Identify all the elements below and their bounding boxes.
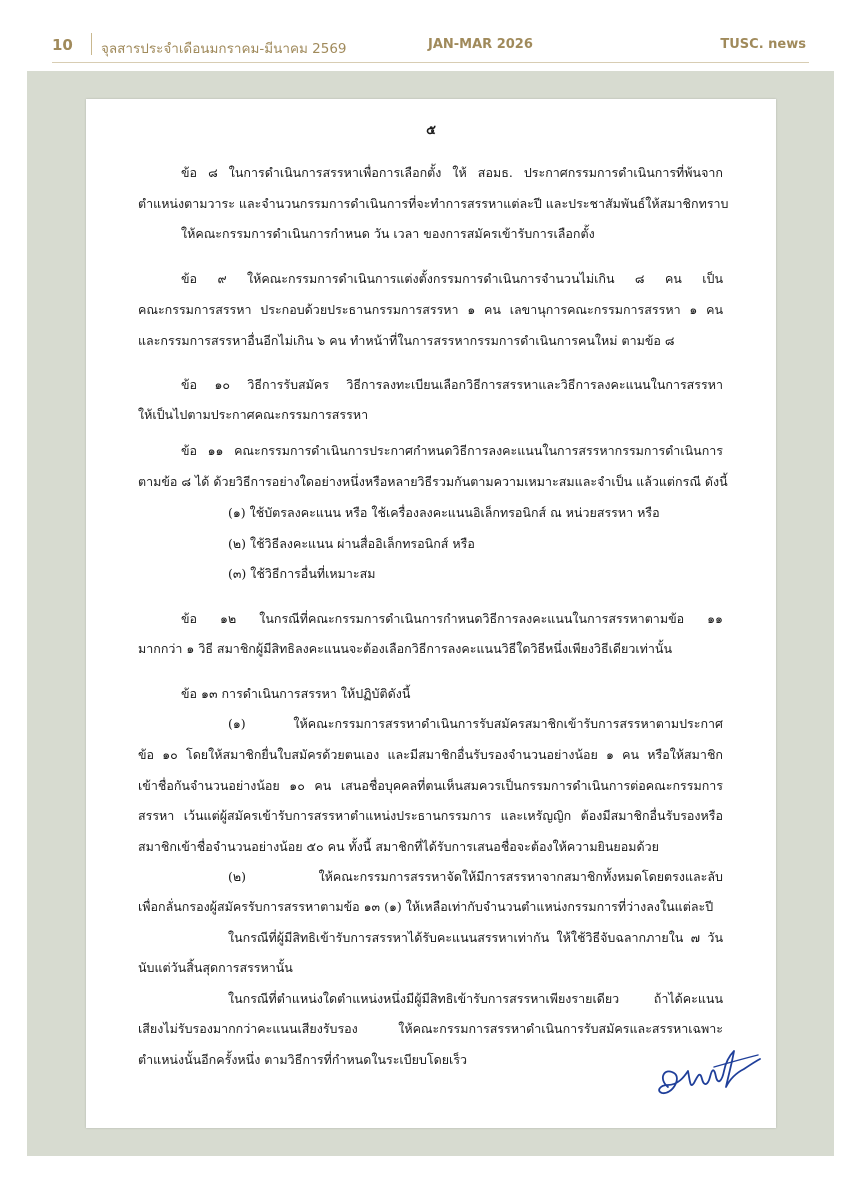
clause-12-line-2: มากกว่า ๑ วิธี สมาชิกผู้มีสิทธิลงคะแนนจะต้องเลือกวิธีการลงคะแนนวิธีใดวิธีหนึ่งเพียงวิธีเดียวเท่านั้น <box>138 641 672 656</box>
clause-13-1-line-2: ข้อ ๑๐ โดยให้สมาชิกยื่นใบสมัครด้วยตนเอง และมีสมาชิกอื่นรับรองจำนวนอย่างน้อย ๑ คน หรือให้สมาชิก <box>138 747 723 762</box>
clause-13-2-line-1: (๒) ให้คณะกรรมการสรรหาจัดให้มีการสรรหาจากสมาชิกทั้งหมดโดยตรงและลับ <box>228 869 723 884</box>
clause-13-2-line-5: ในกรณีที่ตำแหน่งใดตำแหน่งหนึ่งมีผู้มีสิทธิเข้ารับการสรรหาเพียงรายเดียว ถ้าได้คะแนน <box>228 991 723 1006</box>
newsletter-title: จุลสารประจำเดือนมกราคม-มีนาคม 2569 <box>101 41 347 57</box>
document-page-number: ๕ <box>426 123 436 138</box>
clause-11-line-2: ตามข้อ ๘ ได้ ด้วยวิธีการอย่างใดอย่างหนึ่งหรือหลายวิธีรวมกันตามความเหมาะสมและจำเป็น แล้วแต่กรณี ดังนี้ <box>138 474 728 489</box>
clause-11-item-3: (๓) ใช้วิธีการอื่นที่เหมาะสม <box>228 566 376 581</box>
clause-13-2-line-3: ในกรณีที่ผู้มีสิทธิเข้ารับการสรรหาได้รับคะแนนสรรหาเท่ากัน ให้ใช้วิธีจับฉลากภายใน ๗ วัน <box>228 930 723 945</box>
clause-13-1-line-4: สรรหา เว้นแต่ผู้สมัครเข้ารับการสรรหาตำแหน่งประธานกรรมการ และเหรัญญิก ต้องมีสมาชิกอื่นรับรองหรือ <box>138 808 723 823</box>
clause-8-line-2: ตำแหน่งตามวาระ และจำนวนกรรมการดำเนินการที่จะทำการสรรหาแต่ละปี และประชาสัมพันธ์ให้สมาชิกทราบ <box>138 196 729 211</box>
header-divider <box>91 33 92 55</box>
clause-9-line-3: และกรรมการสรรหาอื่นอีกไม่เกิน ๖ คน ทำหน้าที่ในการสรรหากรรมการดำเนินการคนใหม่ ตามข้อ ๘ <box>138 333 675 348</box>
scanned-document <box>86 99 776 1128</box>
magazine-page-number: 10 <box>52 36 73 54</box>
clause-10-line-2: ให้เป็นไปตามประกาศคณะกรรมการสรรหา <box>138 407 369 422</box>
clause-10-line-1: ข้อ ๑๐ วิธีการรับสมัคร วิธีการลงทะเบียนเลือกวิธีการสรรหาและวิธีการลงคะแนนในการสรรหา <box>181 377 723 392</box>
header-rule <box>52 62 809 63</box>
clause-13-1-line-3: เข้าชื่อกันจำนวนอย่างน้อย ๑๐ คน เสนอชื่อบุคคลที่ตนเห็นสมควรเป็นกรรมการดำเนินการต่อคณะกรรมการ <box>138 778 723 793</box>
clause-13-1-line-5: สมาชิกเข้าชื่อจำนวนอย่างน้อย ๕๐ คน ทั้งนี้ สมาชิกที่ได้รับการเสนอชื่อจะต้องให้ความยินยอมด้วย <box>138 839 659 854</box>
clause-13-2-line-7: ตำแหน่งนั้นอีกครั้งหนึ่ง ตามวิธีการที่กำหนดในระเบียบโดยเร็ว <box>138 1052 468 1067</box>
page-header <box>0 0 861 70</box>
issue-label: JAN-MAR 2026 <box>428 37 533 52</box>
clause-11-item-2: (๒) ใช้วิธีลงคะแนน ผ่านสื่ออิเล็กทรอนิกส์ หรือ <box>228 536 475 551</box>
clause-11-line-1: ข้อ ๑๑ คณะกรรมการดำเนินการประกาศกำหนดวิธีการลงคะแนนในการสรรหากรรมการดำเนินการ <box>181 443 723 458</box>
clause-8-line-1: ข้อ ๘ ในการดำเนินการสรรหาเพื่อการเลือกตั้ง ให้ สอมธ. ประกาศกรรมการดำเนินการที่พ้นจาก <box>181 165 723 180</box>
clause-13-2-line-2: เพื่อกลั่นกรองผู้สมัครรับการสรรหาตามข้อ ๑๓ (๑) ให้เหลือเท่ากับจำนวนตำแหน่งกรรมการที่ว่างลงในแต่ละปี <box>138 899 714 914</box>
clause-13-heading: ข้อ ๑๓ การดำเนินการสรรหา ให้ปฏิบัติดังนี้ <box>181 686 411 701</box>
clause-13-2-line-4: นับแต่วันสิ้นสุดการสรรหานั้น <box>138 960 293 975</box>
clause-13-1-line-1: (๑) ให้คณะกรรมการสรรหาดำเนินการรับสมัครสมาชิกเข้ารับการสรรหาตามประกาศ <box>228 716 723 731</box>
handwritten-signature <box>654 1037 764 1107</box>
publisher-label: TUSC. news <box>720 37 806 52</box>
clause-12-line-1: ข้อ ๑๒ ในกรณีที่คณะกรรมการดำเนินการกำหนดวิธีการลงคะแนนในการสรรหาตามข้อ ๑๑ <box>181 611 723 626</box>
clause-11-item-1: (๑) ใช้บัตรลงคะแนน หรือ ใช้เครื่องลงคะแนนอิเล็กทรอนิกส์ ณ หน่วยสรรหา หรือ <box>228 505 660 520</box>
clause-8-line-3: ให้คณะกรรมการดำเนินการกำหนด วัน เวลา ของการสมัครเข้ารับการเลือกตั้ง <box>181 226 595 241</box>
clause-9-line-2: คณะกรรมการสรรหา ประกอบด้วยประธานกรรมการสรรหา ๑ คน เลขานุการคณะกรรมการสรรหา ๑ คน <box>138 302 723 317</box>
clause-13-2-line-6: เสียงไม่รับรองมากกว่าคะแนนเสียงรับรอง ให้คณะกรรมการสรรหาดำเนินการรับสมัครและสรรหาเฉพาะ <box>138 1021 723 1036</box>
clause-9-line-1: ข้อ ๙ ให้คณะกรรมการดำเนินการแต่งตั้งกรรมการดำเนินการจำนวนไม่เกิน ๘ คน เป็น <box>181 271 723 286</box>
